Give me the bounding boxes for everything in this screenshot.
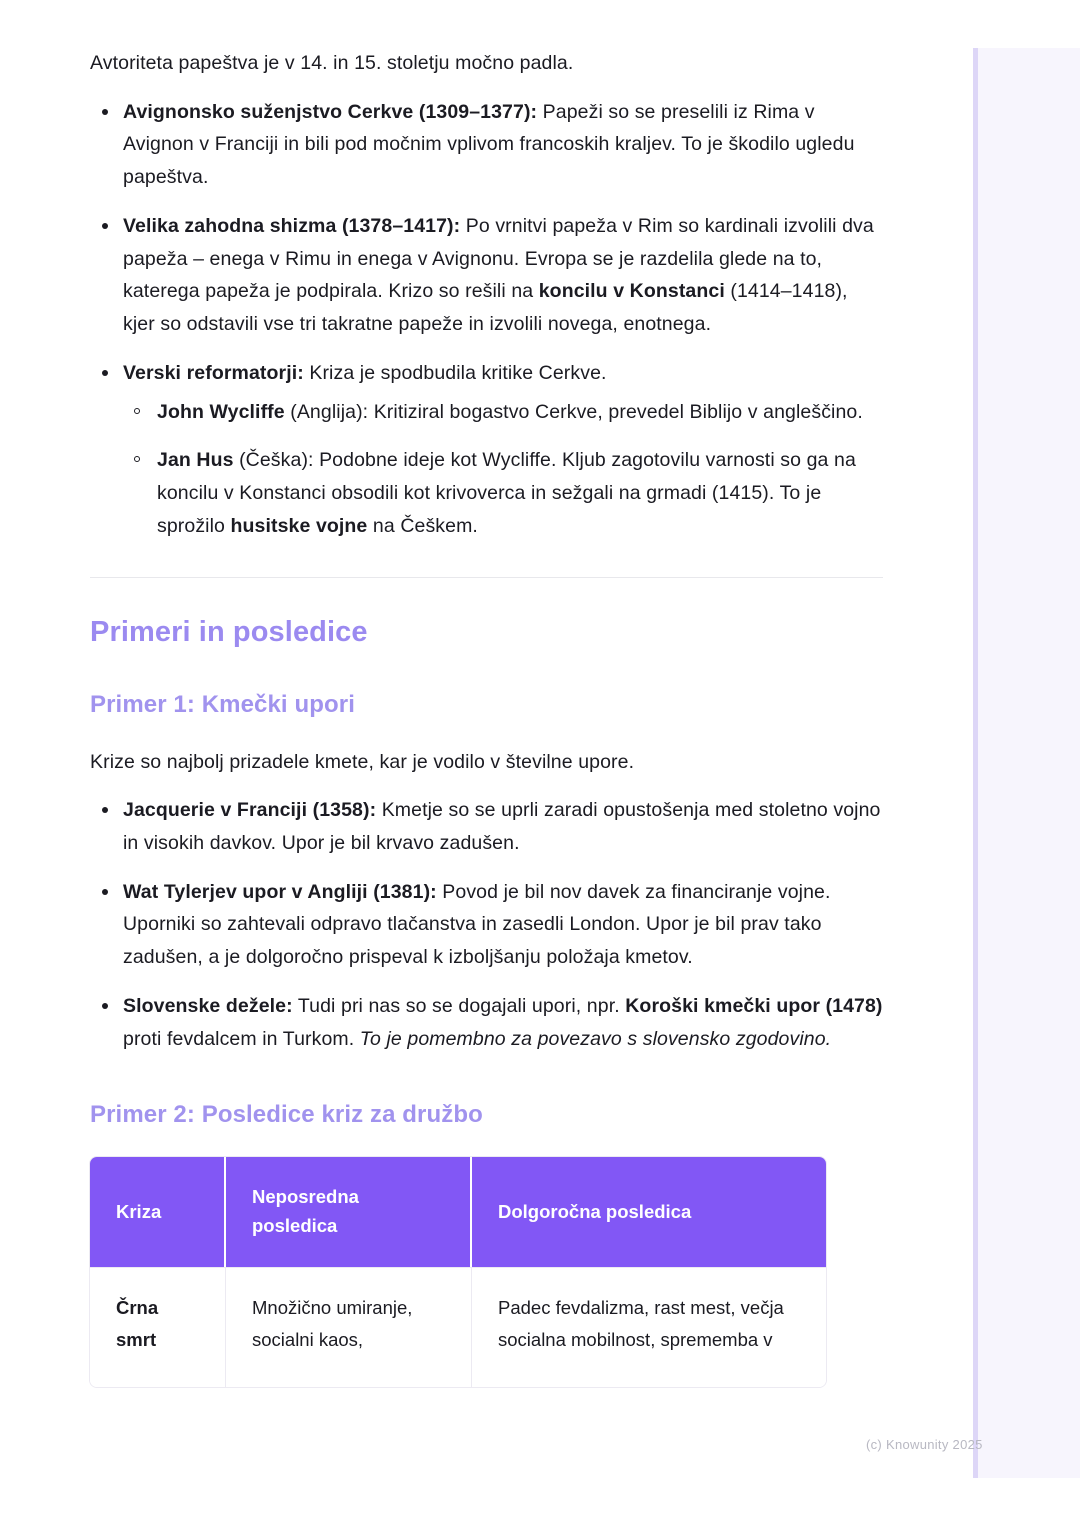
example1-heading: Primer 1: Kmečki upori (90, 690, 355, 718)
list-item-text: Tudi pri nas so se dogajali upori, npr. (292, 994, 626, 1017)
list-item-text-cont: (1414–1418), kjer so odstavili vse tri takratne papeže in izvolili novega, enotnega. (123, 280, 848, 336)
list-item-lead: Wat Tylerjev upor v Angliji (1381): (123, 880, 437, 903)
column-header-kriza: Kriza (90, 1157, 226, 1266)
cell-kriza: Črna smrt (90, 1267, 226, 1387)
example2-heading: Primer 2: Posledice kriz za družbo (90, 1101, 483, 1129)
list-item-text: Papeži so se preselili iz Rima v Avignon v Franciji in bili pod močnim vplivom francoskih kraljev. To je škodilo ugledu papeštva. (123, 100, 855, 189)
list-item-lead: Slovenske dežele: (123, 994, 293, 1017)
example1-lead-paragraph: Krize so najbolj prizadele kmete, kar je vodilo v številne upore. (90, 750, 635, 773)
list-item (90, 876, 883, 974)
sub-list-item (123, 396, 883, 429)
table-body (90, 1267, 826, 1387)
sub-item-text: (Češka): Podobne ideje kot Wycliffe. Kljub zagotovilu varnosti so ga na koncilu v Konstanci obsodili kot krivoverca in sežgali na grmadi (1415). To je sprožilo (157, 449, 856, 537)
table-row (90, 1267, 826, 1387)
list-item-text: Kriza je spodbudila kritike Cerkve. (303, 361, 607, 384)
sub-list-item (123, 444, 883, 542)
list-item (90, 357, 883, 543)
list-item-lead: Verski reformatorji: (123, 361, 304, 384)
list-item-emphasis: Koroški kmečki upor (1478) (625, 994, 883, 1017)
list-item-lead: Jacquerie v Franciji (1358): (123, 799, 377, 822)
list-item (90, 794, 883, 860)
section-divider (90, 577, 883, 578)
revolts-list (90, 794, 883, 1055)
list-item-text-cont: proti fevdalcem in Turkom. (123, 1027, 360, 1050)
list-item-text: Povod je bil nov davek za financiranje vojne. Uporniki so zahtevali odpravo tlačanstva in zasedli London. Upor je bil prav tako zadušen, a je dolgoročno prispeval k izboljšanju položaja kmetov. (123, 880, 831, 969)
copyright-watermark: (c) Knowunity 2025 (866, 1437, 983, 1452)
list-item (90, 210, 883, 341)
column-header-dolgorocna: Dolgoročna posledica (472, 1157, 826, 1266)
list-item-text: Kmetje so se uprli zaradi opustošenja med stoletno vojno in visokih davkov. Upor je bil krvavo zadušen. (123, 799, 881, 854)
crisis-list (90, 96, 883, 543)
sub-item-text: (Anglija): Kritiziral bogastvo Cerkve, prevedel Biblijo v angleščino. (284, 400, 863, 423)
table-header-row (90, 1157, 826, 1266)
cell-neposredna: Množično umiranje, socialni kaos, (226, 1267, 472, 1387)
sub-item-emphasis: husitske vojne (230, 514, 368, 537)
consequences-table (90, 1157, 826, 1386)
intro-paragraph: Avtoriteta papeštva je v 14. in 15. stoletju močno padla. (90, 52, 574, 74)
right-side-panel (973, 48, 1080, 1478)
list-item-text: Po vrnitvi papeža v Rim so kardinali izvolili dva papeža – enega v Rimu in enega v Avignonu. Evropa se je razdelila glede na to, katerega papeža je podpirala. Krizo so rešili na (123, 214, 874, 303)
reformers-sublist (123, 396, 883, 543)
table-head (90, 1157, 826, 1266)
list-item-italic-note: To je pomembno za povezavo s slovensko zgodovino. (359, 1027, 832, 1050)
list-item-emphasis: koncilu v Konstanci (538, 280, 725, 303)
list-item-lead: Velika zahodna shizma (1378–1417): (123, 214, 461, 237)
list-item (90, 990, 883, 1056)
list-item-lead: Avignonsko suženjstvo Cerkve (1309–1377): (123, 100, 538, 123)
sub-item-lead: Jan Hus (157, 449, 234, 472)
section-title: Primeri in posledice (90, 615, 368, 648)
sub-item-lead: John Wycliffe (157, 400, 285, 423)
sub-item-text-cont: na Češkem. (367, 514, 478, 537)
column-header-neposredna: Neposredna posledica (226, 1157, 472, 1266)
list-item (90, 96, 883, 194)
cell-dolgorocna: Padec fevdalizma, rast mest, večja socialna mobilnost, sprememba v (472, 1267, 826, 1387)
